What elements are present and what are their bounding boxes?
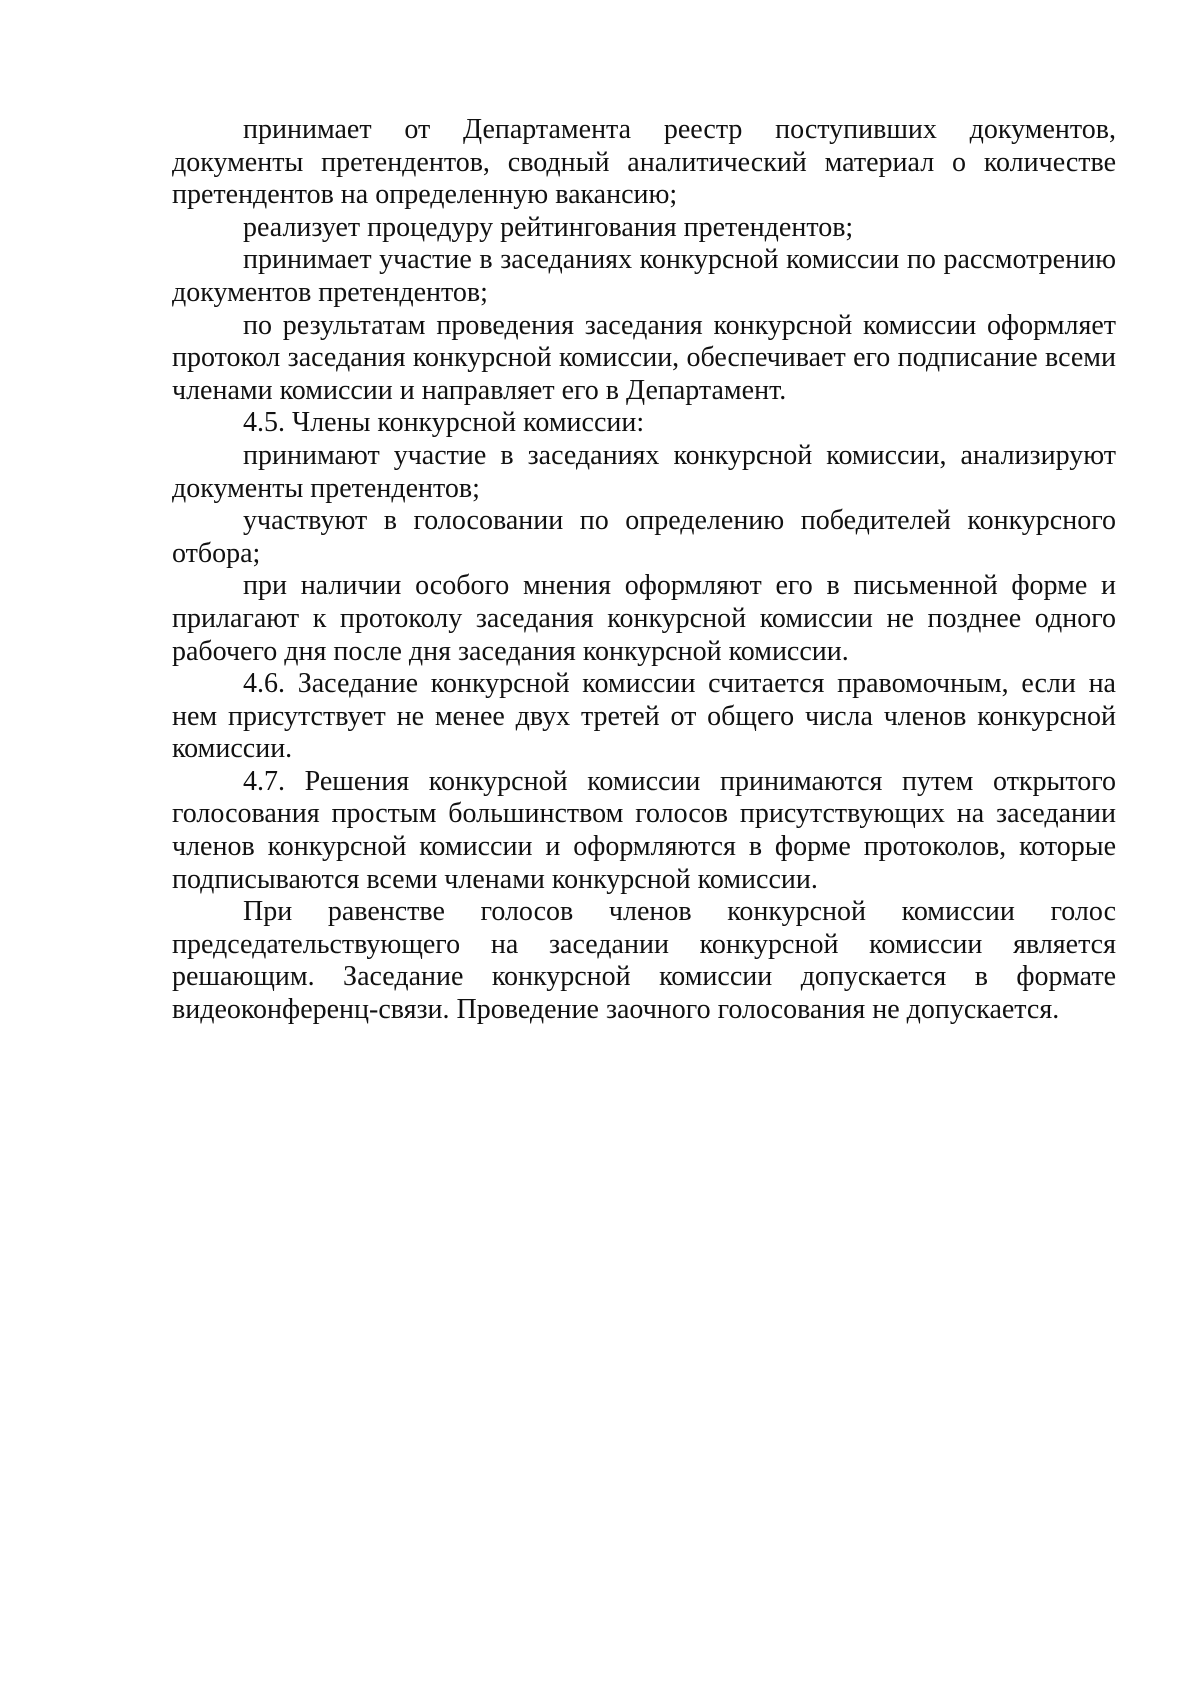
paragraph-2: реализует процедуру рейтингования претендентов; [243, 211, 854, 243]
paragraph-4: по результатам проведения заседания конкурсной комиссии оформляет протокол заседания конкурсной комиссии, обеспечивает его подписание всеми членами комиссии и направляет его в Департамент. [172, 309, 1116, 406]
paragraph-6: принимают участие в заседаниях конкурсной комиссии, анализируют документы претендентов; [172, 439, 1116, 504]
clause-4-7: 4.7. Решения конкурсной комиссии принимаются путем открытого голосования простым большинством голосов присутствующих на заседании членов конкурсной комиссии и оформляются в форме протоколов, которые подписываются всеми членами конкурсной комиссии. [172, 765, 1116, 895]
document-body [172, 114, 1116, 1027]
section-heading-4-5: 4.5. Члены конкурсной комиссии: [243, 407, 645, 439]
paragraph-11: При равенстве голосов членов конкурсной комиссии голос председательствующего на заседании конкурсной комиссии является решающим. Заседание конкурсной комиссии допускается в формате видеоконференц-связи. Проведение заочного голосования не допускается. [172, 896, 1116, 1026]
paragraph-7: участвуют в голосовании по определению победителей конкурсного отбора; [172, 505, 1116, 569]
clause-4-6: 4.6. Заседание конкурсной комиссии считается правомочным, если на нем присутствует не менее двух третей от общего числа членов конкурсной комиссии. [172, 668, 1116, 765]
paragraph-8: при наличии особого мнения оформляют его в письменной форме и прилагают к протоколу заседания конкурсной комиссии не позднее одного рабочего дня после дня заседания конкурсной комиссии. [172, 570, 1116, 667]
paragraph-1: принимает от Департамента реестр поступивших документов, документы претендентов, сводный аналитический материал о количестве претендентов на определенную вакансию; [172, 114, 1116, 211]
paragraph-3: принимает участие в заседаниях конкурсной комиссии по рассмотрению документов претендентов; [172, 244, 1116, 308]
